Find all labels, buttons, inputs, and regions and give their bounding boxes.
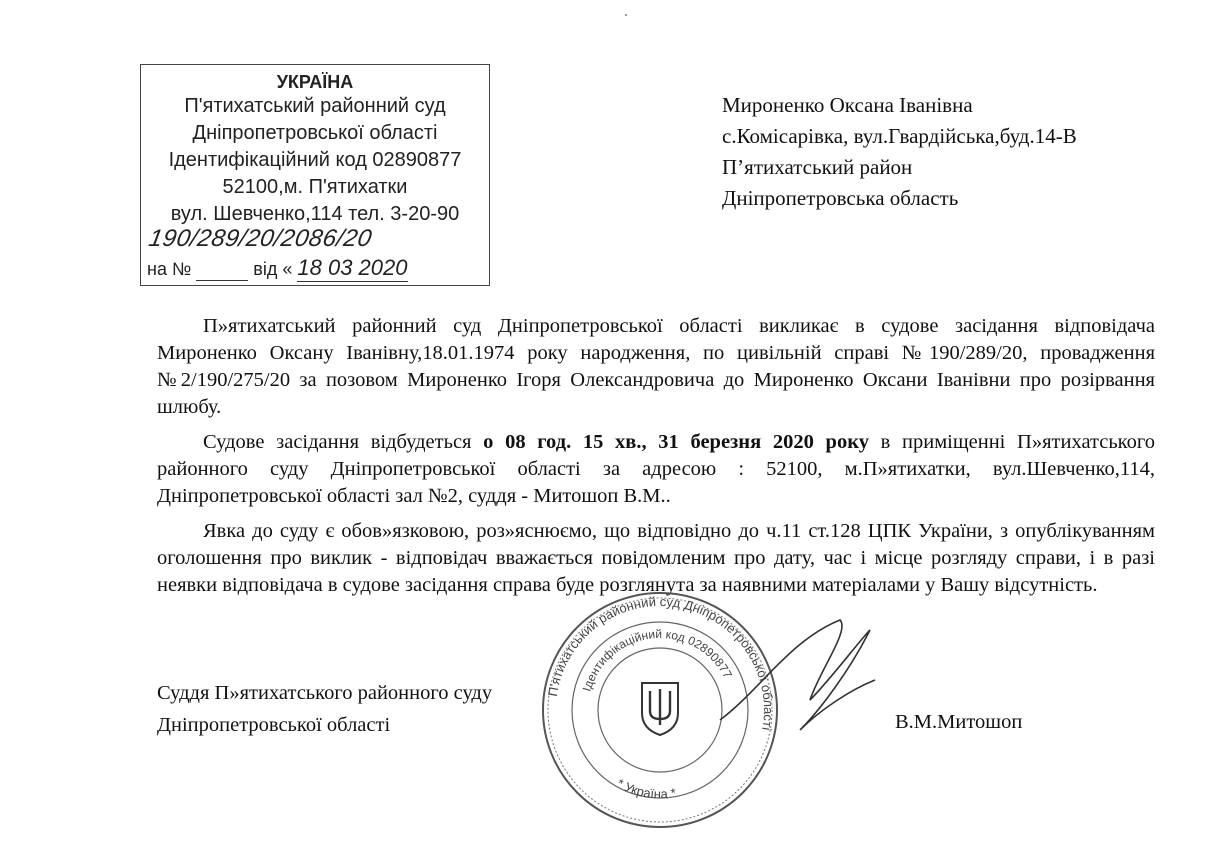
summons-paragraph-1: П»ятихатський районний суд Дніпропетровської області викликає в судове засідання відповідача Мироненко Оксану Іванівну,18.01.1974 року народження, по цивільній справі №190/289/20, провадження №2/190/275/20 за позовом Мироненко Ігоря Олександровича до Мироненко Оксани Іванівни про розірвання шлюбу. xyxy=(157,315,1155,418)
scan-speck xyxy=(625,14,627,16)
hearing-intro: Судове засідання відбудеться xyxy=(203,431,484,453)
addressee-name: Мироненко Оксана Іванівна xyxy=(722,93,973,117)
stamp-date-value: 18 03 2020 xyxy=(297,255,408,280)
signature-block xyxy=(157,677,492,741)
hearing-location: в приміщенні П»ятихатського районного суду Дніпропетровської області за адресою : 52100, м.П»ятихатки, вул.Шевченко,114, Дніпропетровської області зал №2, суддя - Митошоп В.М.. xyxy=(157,431,1155,507)
seal-inner-text: Ідентифікаційний код 02890877 xyxy=(579,626,735,693)
summons-paragraph-2 xyxy=(157,429,1155,510)
handwritten-signature xyxy=(700,600,890,750)
court-registration-stamp xyxy=(140,64,490,286)
stamp-street-phone: вул. Шевченко,114 тел. 3-20-90 xyxy=(170,203,460,225)
stamp-region: Дніпропетровської області xyxy=(192,122,438,144)
addressee-district: П’ятихатський район xyxy=(722,155,913,179)
summons-body xyxy=(157,313,1155,607)
summons-paragraph-3: Явка до суду є обов»язковою, роз»яснюємо, що відповідно до ч.11 ст.128 ЦПК України, з опублікуванням оголошення про виклик - відповідач вважається повідомленим про дату, час і місце розгляду справи, і в разі неявки відповідача в судове засідання справа буде розглянута за наявними матеріалами у Вашу відсутність. xyxy=(157,520,1155,596)
seal-outer-text: П'ятихатський районний суд Дніпропетровської області xyxy=(544,593,777,732)
judge-name: В.М.Митошоп xyxy=(895,711,1023,733)
stamp-id-code: Ідентифікаційний код 02890877 xyxy=(168,149,462,171)
signer-title-line-1: Суддя П»ятихатського районного суду xyxy=(157,682,493,704)
signer-title-line-2: Дніпропетровської області xyxy=(157,714,391,736)
hearing-datetime: о 08 год. 15 хв., 31 березня 2020 року xyxy=(483,431,869,453)
addressee-block xyxy=(722,90,1077,214)
stamp-registration-number: 190/289/20/2086/20 xyxy=(146,225,375,252)
stamp-date-label: від « xyxy=(253,259,293,279)
stamp-ref-label: на № xyxy=(147,259,192,279)
seal-bottom-text: * Україна * xyxy=(614,775,678,802)
stamp-court-name: П'ятихатський районний суд xyxy=(184,95,446,117)
stamp-date-line xyxy=(147,255,408,282)
stamp-country: УКРАЇНА xyxy=(276,72,354,92)
addressee-address: с.Комісарівка, вул.Гвардійська,буд.14-В xyxy=(722,124,1077,148)
trident-icon xyxy=(642,683,678,735)
stamp-postal-city: 52100,м. П'ятихатки xyxy=(222,176,408,198)
addressee-region: Дніпропетровська область xyxy=(722,186,959,210)
stamp-ref-blank xyxy=(196,259,248,281)
